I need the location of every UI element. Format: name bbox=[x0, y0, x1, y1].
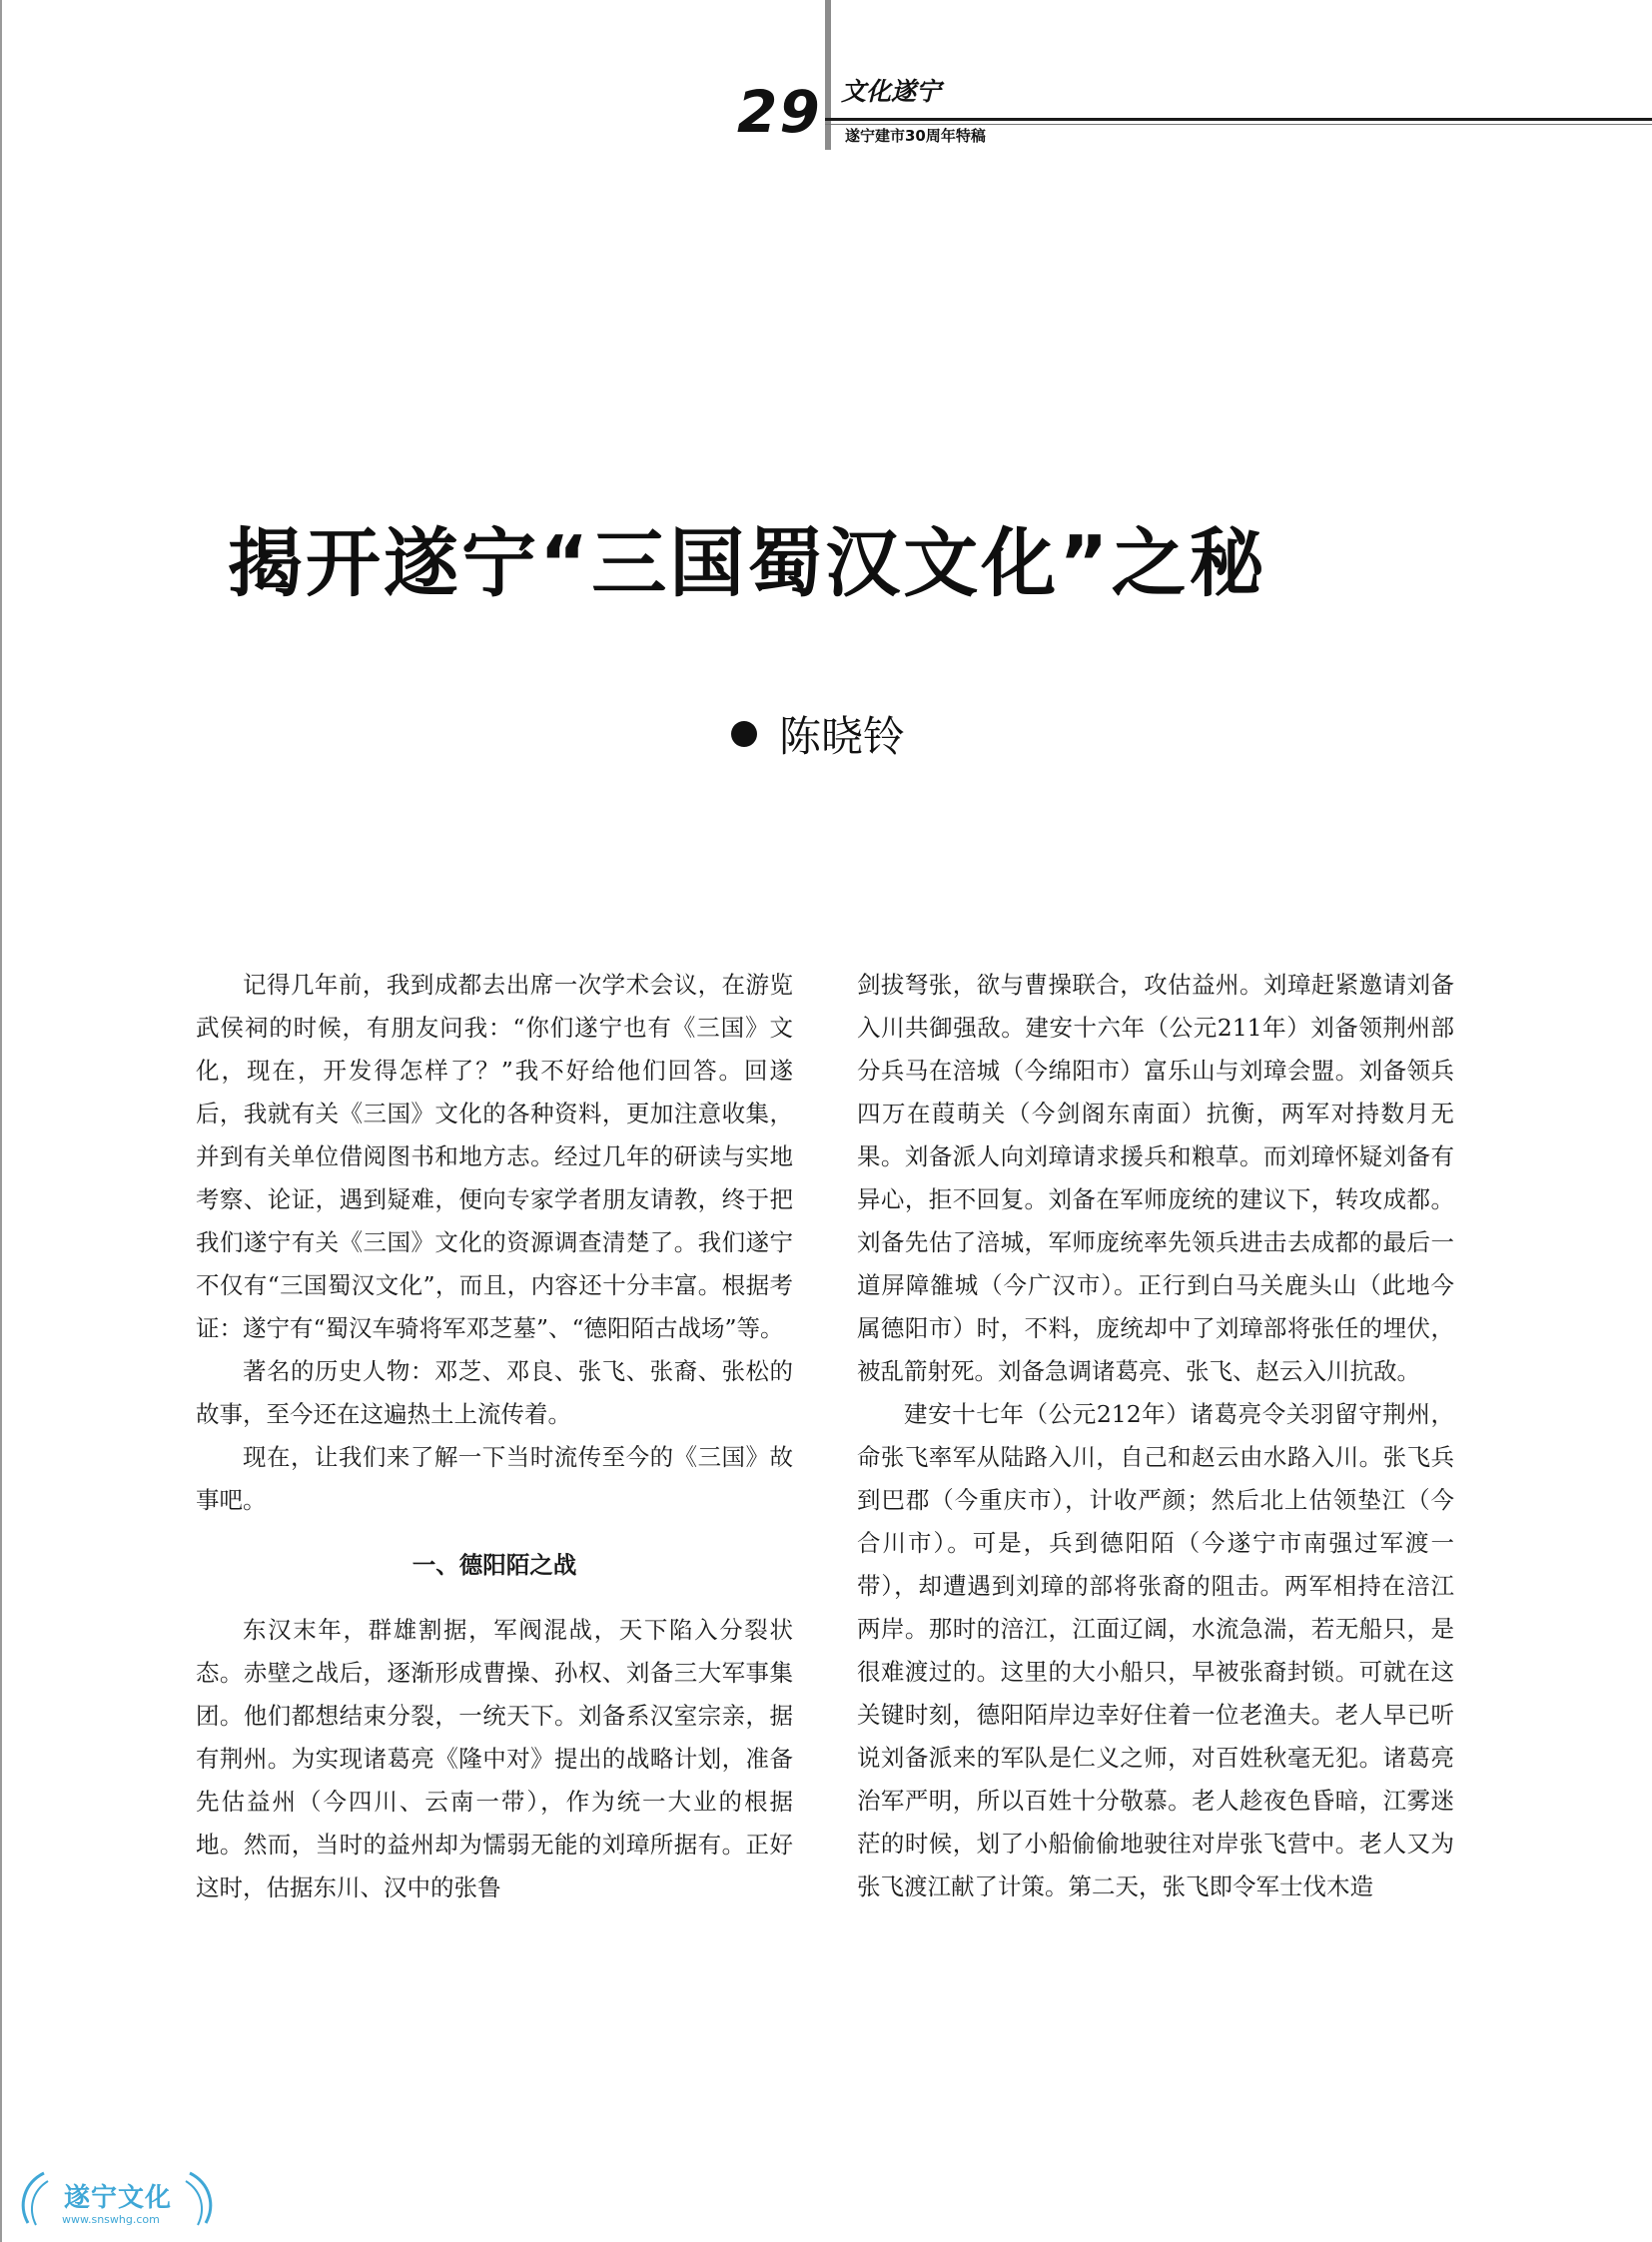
paragraph: 著名的历史人物：邓芝、邓良、张飞、张裔、张松的故事，至今还在这遍热土上流传着。 bbox=[196, 1357, 793, 1428]
right-column bbox=[857, 964, 1454, 1908]
logo-url: www.snswhg.com bbox=[62, 2213, 160, 2226]
bullet-icon bbox=[731, 721, 757, 747]
journal-title: 文化遂宁 bbox=[841, 77, 942, 106]
header-horizontal-rule bbox=[825, 118, 1652, 121]
author-line bbox=[731, 704, 905, 764]
logo-text: 遂宁文化 bbox=[64, 2183, 173, 2213]
paragraph: 建安十七年（公元212年）诸葛亮令关羽留守荆州，命张飞率军从陆路入川，自己和赵云由水路入川。张飞兵到巴郡（今重庆市），计收严颜；然后北上估领垫江（今合川市）。可是，兵到德阳陌（今遂宁市南强过军渡一带），却遭遇到刘璋的部将张裔的阻击。两军相持在涪江两岸。那时的涪江，江面辽阔，水流急湍，若无船只，是很难渡过的。这里的大小船只，早被张裔封锁。可就在这关键时刻，德阳陌岸边幸好住着一位老渔夫。老人早已听说刘备派来的军队是仁义之师，对百姓秋毫无犯。诸葛亮治军严明，所以百姓十分敬慕。老人趁夜色昏暗，江雾迷茫的时候，划了小船偷偷地驶往对岸张飞营中。老人又为张飞渡江献了计策。第二天，张飞即令军士伐木造 bbox=[857, 1400, 1454, 1900]
paragraph: 剑拔弩张，欲与曹操联合，攻估益州。刘璋赶紧邀请刘备入川共御强敌。建安十六年（公元211年）刘备领荆州部分兵马在涪城（今绵阳市）富乐山与刘璋会盟。刘备领兵四万在葭萌关（今剑阁东南面）抗衡，两军对持数月无果。刘备派人向刘璋请求援兵和粮草。而刘璋怀疑刘备有异心，拒不回复。刘备在军师庞统的建议下，转攻成都。刘备先估了涪城，军师庞统率先领兵进击去成都的最后一道屏障雒城（今广汉市）。正行到白马关鹿头山（此地今属德阳市）时，不料，庞统却中了刘璋部将张任的埋伏，被乱箭射死。刘备急调诸葛亮、张飞、赵云入川抗敌。 bbox=[857, 971, 1454, 1385]
article-title: 揭开遂宁“三国蜀汉文化”之秘 bbox=[228, 519, 1267, 607]
paragraph: 记得几年前，我到成都去出席一次学术会议，在游览武侯祠的时候，有朋友问我：“你们遂宁也有《三国》文化，现在，开发得怎样了？”我不好给他们回答。回遂后，我就有关《三国》文化的各种资料，更加注意收集，并到有关单位借阅图书和地方志。经过几年的研读与实地考察、论证，遇到疑难，便向专家学者朋友请教，终于把我们遂宁有关《三国》文化的资源调查清楚了。我们遂宁不仅有“三国蜀汉文化”，而且，内容还十分丰富。根据考证：遂宁有“蜀汉车骑将军邓芝墓”、“德阳陌古战场”等。 bbox=[196, 971, 793, 1342]
section-heading: 一、德阳陌之战 bbox=[412, 1551, 577, 1579]
left-column bbox=[196, 964, 793, 1909]
page-left-edge bbox=[0, 0, 2, 2242]
author-name: 陈晓铃 bbox=[779, 712, 906, 761]
paragraph: 现在，让我们来了解一下当时流传至今的《三国》故事吧。 bbox=[196, 1443, 793, 1514]
special-issue-label: 遂宁建市30周年特稿 bbox=[845, 127, 986, 145]
header-vertical-rule bbox=[825, 0, 831, 150]
paragraph: 东汉末年，群雄割据，军阀混战，天下陷入分裂状态。赤壁之战后，逐渐形成曹操、孙权、刘备三大军事集团。他们都想结束分裂，一统天下。刘备系汉室宗亲，据有荆州。为实现诸葛亮《隆中对》提出的战略计划，准备先估益州（今四川、云南一带），作为统一大业的根据地。然而，当时的益州却为懦弱无能的刘璋所据有。正好这时，估据东川、汉中的张鲁 bbox=[196, 1616, 793, 1901]
page-number: 29 bbox=[737, 78, 822, 146]
